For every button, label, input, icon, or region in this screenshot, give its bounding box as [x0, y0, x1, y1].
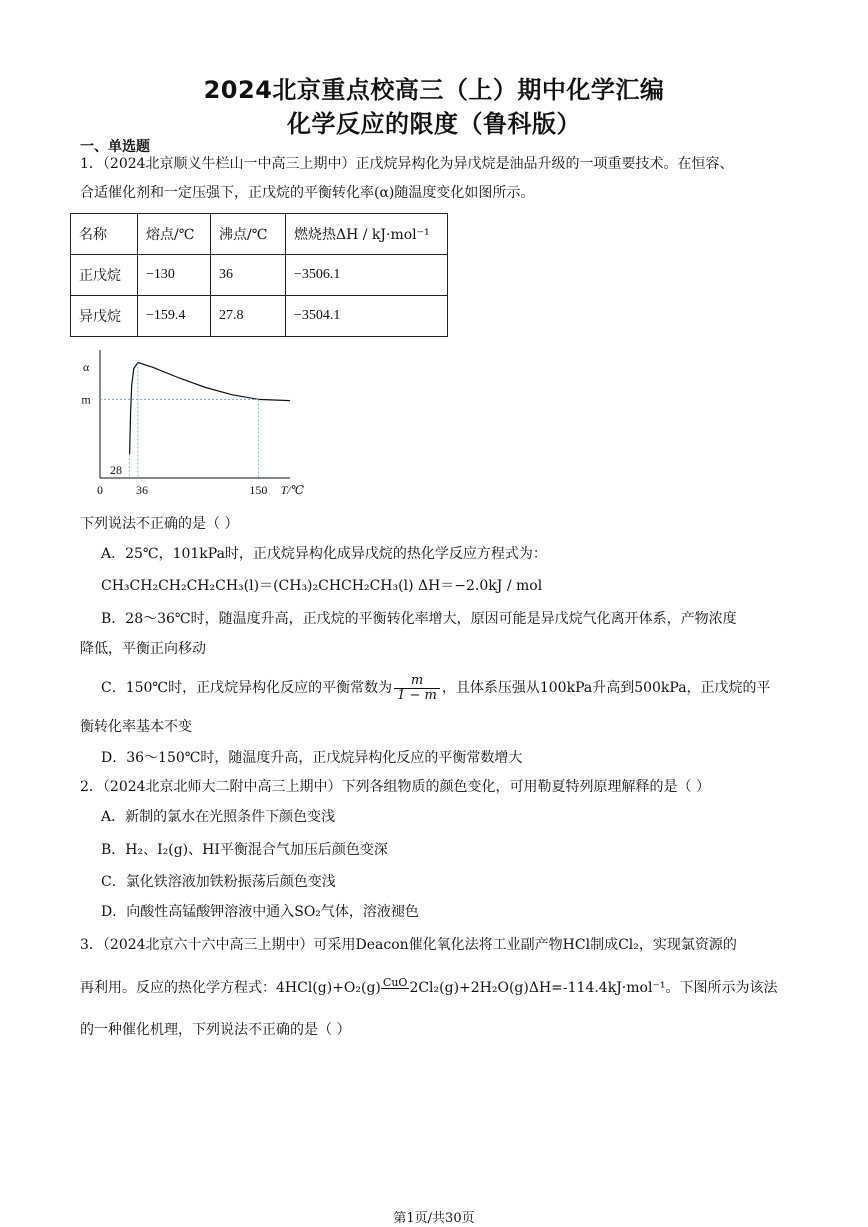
section-heading: 一、单选题 — [80, 139, 150, 155]
q1-option-a-equation: CH₃CH₂CH₂CH₂CH₃(l)＝(CH₃)₂CHCH₂CH₃(l) ΔH＝−2.0kJ / mol — [101, 578, 543, 594]
q1-option-d: D．36～150℃时，随温度升高，正戊烷异构化反应的平衡常数增大 — [101, 750, 523, 766]
q3-stem-line2 — [80, 975, 792, 1001]
q1-option-a-line1: A．25℃，101kPa时，正戊烷异构化成异戊烷的热化学反应方程式为： — [101, 546, 547, 562]
page-footer: 第1页/共30页 — [393, 1211, 475, 1226]
y-axis-label: α — [82, 360, 90, 374]
table-row — [71, 296, 448, 337]
table-cell: −159.4 — [138, 296, 211, 337]
x0-tick-label: 0 — [97, 483, 103, 497]
table-cell: −130 — [138, 255, 211, 296]
table-header-cell: 沸点/℃ — [211, 214, 286, 255]
x-axis-label: T/℃ — [280, 483, 305, 497]
q2-option-b: B．H₂、I₂(g)、HI平衡混合气加压后颜色变深 — [101, 842, 388, 858]
conversion-curve — [130, 363, 290, 455]
q2-stem: 2．（2024北京北师大二附中高三上期中）下列各组物质的颜色变化，可用勒夏特列原理解释的是（ ） — [80, 779, 710, 795]
q1-option-c-line2: 衡转化率基本不变 — [80, 719, 192, 735]
table-row — [71, 255, 448, 296]
catalyst-label: CuO — [382, 976, 408, 989]
table-cell: 正戊烷 — [71, 255, 138, 296]
page-title-line2: 化学反应的限度（鲁科版） — [287, 110, 581, 138]
table-cell: 27.8 — [211, 296, 286, 337]
properties-table — [70, 213, 448, 337]
table-header-cell: 熔点/℃ — [138, 214, 211, 255]
catalyst-arrow — [381, 977, 410, 991]
q3-stem-line1: 3．（2024北京六十六中高三上期中）可采用Deacon催化氧化法将工业副产物HCl制成Cl₂，实现氯资源的 — [80, 937, 737, 953]
q1-option-b-line1: B．28～36℃时，随温度升高，正戊烷的平衡转化率增大，原因可能是异戊烷气化离开体系，产物浓度 — [101, 611, 737, 627]
table-cell: 36 — [211, 255, 286, 296]
q1-stem-line2: 合适催化剂和一定压强下，正戊烷的平衡转化率(α)随温度变化如图所示。 — [80, 185, 535, 201]
table-header-row — [71, 214, 448, 255]
q1-option-b-line2: 降低，平衡正向移动 — [80, 641, 206, 657]
table-header-cell: 燃烧热ΔH / kJ·mol⁻¹ — [286, 214, 448, 255]
q2-option-c: C．氯化铁溶液加铁粉振荡后颜色变浅 — [101, 874, 336, 890]
table-cell: −3506.1 — [286, 255, 448, 296]
q3-equation-right: 2Cl₂(g)+2H₂O(g)ΔH=-114.4kJ·mol⁻¹。下图所示为该法 — [409, 980, 778, 996]
table-cell: −3504.1 — [286, 296, 448, 337]
fraction-denominator: 1 − m — [397, 687, 437, 703]
q1-stem-line1: 1．（2024北京顺义牛栏山一中高三上期中）正戊烷异构化为异戊烷是油品升级的一项重要技术。在恒容、 — [80, 156, 734, 172]
x150-tick-label: 150 — [249, 483, 268, 497]
m-tick-label: m — [81, 392, 91, 407]
q3-equation-left: 再利用。反应的热化学方程式：4HCl(g)+O₂(g) — [80, 980, 381, 996]
equilibrium-constant-fraction — [394, 674, 440, 703]
q1-prompt: 下列说法不正确的是（ ） — [80, 516, 239, 532]
page-title-line1: 2024北京重点校高三（上）期中化学汇编 — [203, 76, 665, 104]
table-cell: 异戊烷 — [71, 296, 138, 337]
q1-option-c-pre: C．150℃时，正戊烷异构化反应的平衡常数为 — [101, 680, 393, 696]
q1-option-c-line1 — [101, 672, 791, 704]
q1-option-c-post: ，且体系压强从100kPa升高到500kPa，正戊烷的平 — [441, 680, 771, 696]
table-header-cell: 名称 — [71, 214, 138, 255]
x28-tick-label: 28 — [110, 463, 122, 477]
q2-option-d: D．向酸性高锰酸钾溶液中通入SO₂气体，溶液褪色 — [101, 904, 419, 920]
fraction-numerator: m — [394, 674, 440, 689]
q3-stem-line3: 的一种催化机理，下列说法不正确的是（ ） — [80, 1022, 351, 1038]
q2-option-a: A．新制的氯水在光照条件下颜色变浅 — [101, 809, 336, 825]
conversion-chart — [70, 345, 305, 505]
x36-tick-label: 36 — [136, 483, 148, 497]
